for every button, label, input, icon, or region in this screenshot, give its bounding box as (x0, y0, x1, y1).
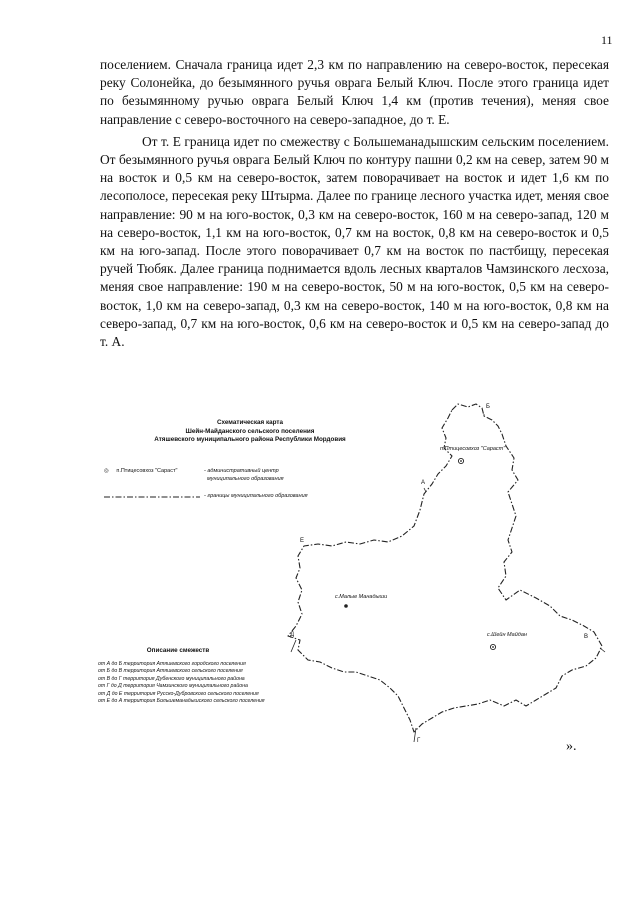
point-label-e: Е (300, 538, 305, 544)
adjacency-title: Описание смежеств (146, 647, 210, 654)
callout-line-v (600, 648, 605, 652)
adjacency-line: от А до Б территория Атяшевского городского поселения (98, 661, 246, 667)
admin-center-icon: ◎ (104, 468, 109, 474)
settlement-label-ptitsesovkhoz: п.Птицесовхоз "Сараст" (440, 446, 506, 452)
point-label-g: Г (417, 738, 421, 744)
callout-line-g (414, 728, 416, 742)
map-title-line-2: Шейн-Майданского сельского поселения (185, 427, 315, 435)
legend-center-desc-1: - административный центр (204, 468, 279, 474)
closing-quote: ». (566, 739, 577, 754)
paragraph-1: поселением. Сначала граница идет 2,3 км по направлению на северо-восток, пересекая реку Солонейка, до безымянного ручья оврага Белый Ключ. После этого граница идет по безымянному ручью оврага Белый Ключ 1,4 км (против течения), меняя свое направление с северо-восточного на северо-западное, до т. Е. (100, 57, 609, 127)
point-label-b: Б (486, 404, 490, 410)
callout-line-a (424, 488, 426, 492)
adjacency-line: от Е до А территория Большеманадышского сельского поселения (98, 698, 265, 705)
legend-center-row (104, 468, 177, 474)
point-label-d: Д (290, 632, 295, 638)
adjacency-line: от Д до Е территория Русско-Дубровского сельского поселения (98, 690, 259, 697)
map-title-line-1: Схематическая карта (216, 419, 283, 426)
map-title-line-3: Атяшевского муниципального района Республики Мордовия (154, 436, 346, 444)
settlement-marker-malye-manadyshi (344, 604, 348, 608)
map-title (120, 419, 380, 445)
adjacency-description (98, 647, 338, 705)
legend-boundary-desc: - границы муниципального образования (204, 493, 308, 499)
point-label-v: В (584, 634, 589, 640)
page-number: 11 (601, 33, 613, 47)
legend-center-desc-2: муниципального образования (207, 476, 284, 482)
adjacency-line: от Б до В территория Атяшевского сельского поселения (98, 668, 243, 675)
settlement-label-shein-maidan: с.Шейн Майдан (487, 632, 527, 638)
settlement-label-malye-manadyshi: с.Малые Манадыши (335, 594, 388, 600)
legend-center-example: п.Птицесовхоз "Сараст" (116, 468, 178, 474)
paragraph-2: От т. Е граница идет по смежеству с Большеманадышским сельским поселением. От безымянного ручья оврага Белый Ключ по контуру пашни 0,2 км на север, затем 90 м на восток и 0,5 км на северо-восток, затем поворачивает на восток и идет 1,6 км по лесополосе, пересекая реку Штырма. Далее по границе лесного участка идет, меняя свое направление: 90 м на юго-восток, 0,3 км на северо-восток, 160 м на северо-запад, 120 м на северо-восток, 1,1 км на юго-восток, 0,7 км на восток, 0,8 км на северо-восток и 0,5 км на юго-запад. После этого поворачивает 0,7 км на восток по пастбищу, пересекая ручей Тюбяк. Далее граница поднимается вдоль лесных кварталов Чамзинского лесхоза, меняя свое направление: 190 м на северо-восток, 50 м на юго-восток, 0,5 км на северо-восток, 1,0 км на северо-запад, 0,3 км на северо-восток, 140 м на юго-восток, 0,8 км на северо-запад, 0,7 км на юго-восток, 0,6 км на северо-восток и 0,5 км на северо-запад до т. А. (100, 133, 609, 350)
adjacency-line: от В до Г территория Дубенского муниципального района (98, 675, 245, 682)
point-label-a: А (421, 480, 426, 486)
adjacency-line: от Г до Д территория Чамзинского муниципального района (98, 683, 248, 690)
